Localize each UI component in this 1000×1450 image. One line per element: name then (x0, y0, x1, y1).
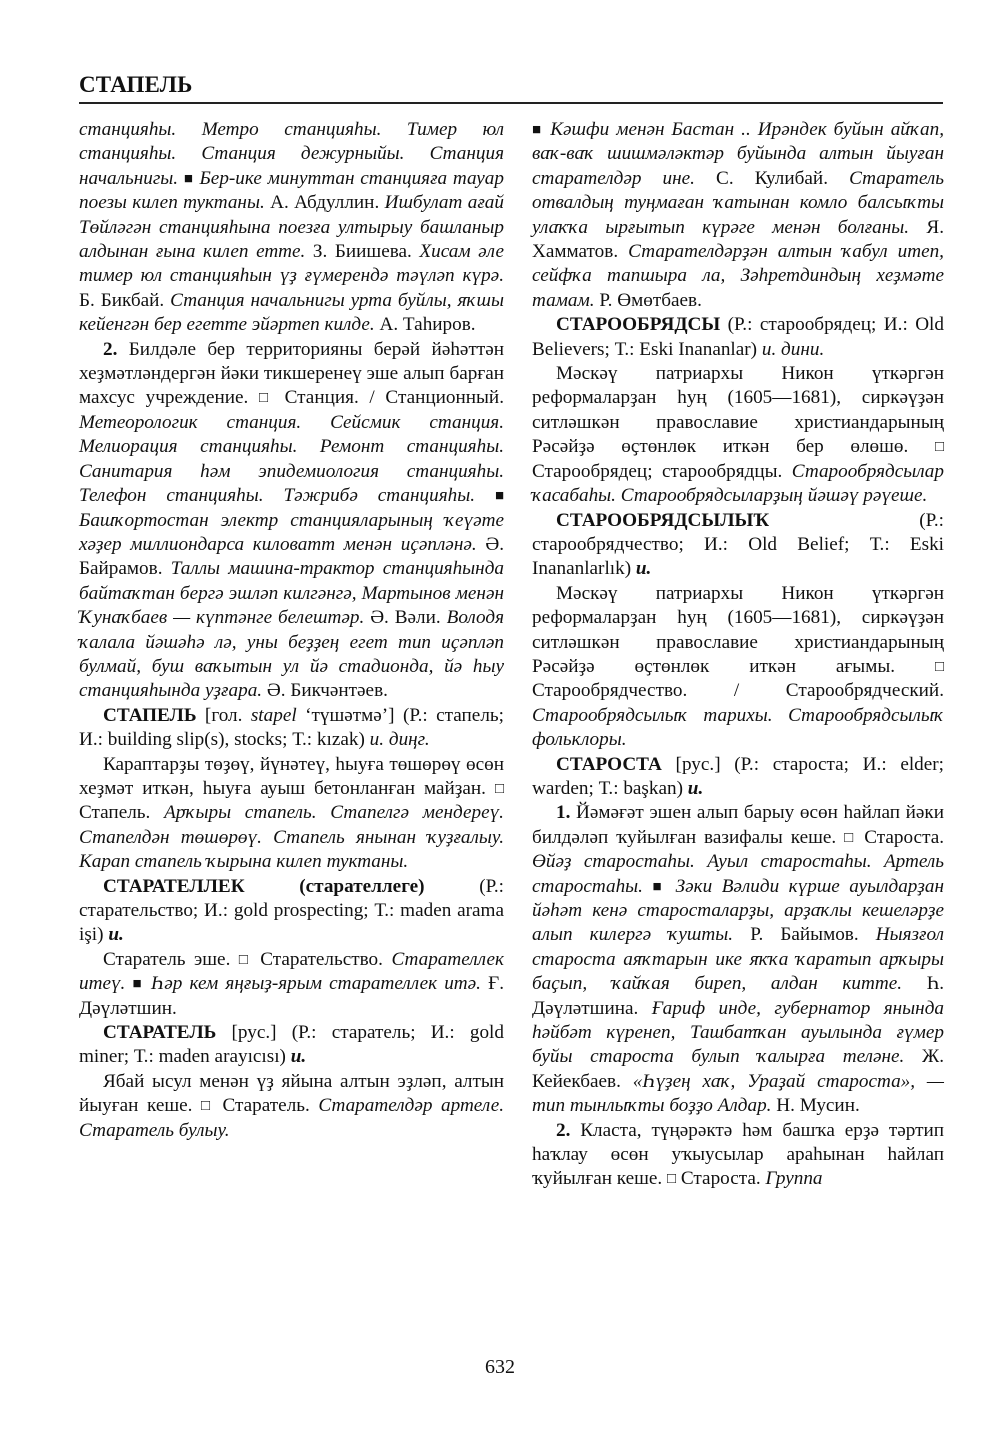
staratel-definition (79, 1070, 504, 1143)
entry-starosta (532, 753, 944, 802)
citation-text: Таллы машина-трактор станцияһында байтаҡтан бергә эшләп килгәнгә, Мартынов менән Ҡунаҡбаев — күптәнге белештәр. (79, 558, 504, 629)
citation-text: Һәр кем яңғыҙ-ярым старателлек итә. (143, 973, 481, 995)
sense-number: 2. (556, 1119, 571, 1141)
definition-text: Караптарҙы төҙөү, йүнәтеү, һыуға төшөрөү өсөн хеҙмәт иткән, һыуға ауыш бетонланған майҙан. (79, 753, 504, 799)
citation-author: Ә. Бикчәнтәев. (262, 680, 388, 702)
russian-equivalent: Стапель. (79, 802, 165, 824)
header-rule (79, 102, 943, 104)
definition-text: Мәскәү патриархы Никон үткәргән реформаларҙан һуң (1605—1681), сиркәүҙән ситләшкән православие христиандарының Рәсәйҙә өҫтөнлөк иткән ағымы. (532, 582, 944, 677)
etymology: [гол. (196, 704, 251, 726)
right-column (532, 118, 944, 1192)
definition-text: Йәмәғәт эшен алып барыу өсөн һайлап йәки билдәләп ҡуйылған вазифалы кеше. (532, 802, 944, 848)
translations: [рус.] (Р.: старатель; И.: gold miner; Т.: maden arayıcısı) (79, 1022, 504, 1068)
left-column (79, 118, 504, 1143)
russian-equivalent: Старообрядец; старообрядцы. (532, 460, 792, 482)
headword: СТАРОСТА (556, 753, 662, 775)
staroobryadsy-definition (532, 362, 944, 508)
translations: [рус.] (Р.: староста; И.: elder; warden; Т.: başkan) (532, 753, 944, 799)
citation-author: Я. Хамматов. (532, 216, 944, 263)
stapel-definition (79, 753, 504, 875)
open-square-icon: □ (667, 1171, 677, 1188)
citation-text: Зәки Вәлиди күрше ауылдарҙан йәһәт кенә старосталарҙы, арҙаҡлы кешеләрҙе алып килергә ҡушты. (532, 875, 944, 946)
filled-square-icon: ■ (132, 976, 144, 993)
open-square-icon: □ (259, 390, 274, 407)
citation-text: Ғариф инде, губернатор янында һәйбәт күренеп, Ташбатҡан ауылында ғүмер буйы староста булып ҡалырға теләне. (532, 997, 944, 1068)
open-square-icon: □ (494, 780, 504, 797)
headword: СТАПЕЛЬ (103, 704, 197, 726)
entry-staroobryadsy (532, 313, 944, 362)
citation-text: Бер-ике минуттан станцияға тауар поезы килеп туктаны. (79, 167, 504, 214)
example-text: Метеорологик станция. Сейсмик станция. Мелиорация станцияһы. Ремонт станцияһы. Санитария һәм эпидемиология станцияһы. Телефон станцияһы. Тәжрибә станцияһы. (79, 411, 504, 507)
example-text: Старателдәр артеле. Старатель булыу. (79, 1095, 505, 1141)
citation-text: Хисам әле тимер юл станцияһын үҙ ғүмерендә тәүләп күрә. (79, 241, 504, 287)
etymology-source-word: stapel (250, 704, 297, 726)
citation-text: Станция начальнигы урта буйлы, яҡшы кейенгән бер егетте эйәртеп килде. (79, 289, 504, 336)
citation-text: Ныязғол староста аяҡтарын ике яҡҡа ҡаратып арҡыры баҫып, ҡайҡая биреп, алдан китте. (532, 924, 945, 995)
example-text: Өйәҙ старостаһы. Ауыл старостаһы. Артель старостаһы. (532, 851, 944, 897)
citation-author: Ә. Вәли. (364, 607, 447, 629)
paragraph-continuation (79, 118, 504, 338)
open-square-icon: □ (934, 658, 944, 675)
starosta-sense-1 (532, 801, 944, 1118)
example-text: Старателлек итеү. (79, 948, 504, 995)
grammar-label: и. диңг. (369, 729, 430, 751)
starosta-sense-2 (532, 1119, 944, 1192)
open-square-icon: □ (201, 1098, 214, 1115)
entry-staratel (79, 1021, 504, 1070)
grammar-label: и. (687, 777, 704, 799)
citation-text: Володя ҡалала йәшәһә лә, уны беҙҙең егет тип иҫәпләп булмай, буш ваҡытын ул йә стадионда, йә һыу станцияһында уҙғара. (79, 607, 504, 702)
citation-author: Р. Өмөтбаев. (594, 289, 702, 311)
citation-author: Һ. Дәүләтшина. (532, 973, 944, 1019)
definition-text: Мәскәү патриархы Никон үткәргән реформаларҙан һуң (1605—1681), сиркәүҙән ситләшкән православие христиандарының Рәсәйҙә өҫтөнлөк иткән бер өлөшө. (532, 363, 944, 458)
staroobryadsylyk-definition (532, 582, 944, 753)
sense-number: 1. (556, 802, 571, 824)
grammar-label: и. (290, 1046, 307, 1068)
citation-text: Башҡортостан электр станцияларының ҡеүәте хәҙер миллиондарса киловатт менән иҫәпләнә. (79, 509, 504, 555)
citation-author: Н. Мусин. (771, 1095, 860, 1117)
example-text: Арҡыры стапель. Стапелгә мендереү. Стапелдән төшөрөү. Стапель янынан ҡуҙғалыу. Карап стапель ҡырына килеп туктаны. (79, 802, 504, 873)
grammar-label: и. дини. (761, 338, 825, 360)
filled-square-icon: ■ (532, 122, 544, 138)
definition-text: Билдәле бер территорияны берәй йәһәттән хеҙмәтләндергән йәки тикшеренеү эше алып барған махсус учреждение. (79, 338, 504, 409)
example-text: Группа (765, 1168, 823, 1190)
citation-author: Р. Байымов. (733, 924, 876, 946)
translations: (Р.: старообрядчество; И.: Old Belief; Т.: Eski Inananlarlık) (532, 509, 944, 580)
russian-equivalent: Староста. (676, 1168, 766, 1190)
entry-staroobryadsylyk (532, 509, 944, 582)
russian-equivalent: Старообрядчество. / Старообрядческий. (532, 680, 944, 702)
citation-author: З. Биишева. (305, 241, 420, 263)
citation-author: Ж. Кейекбаев. (532, 1046, 944, 1092)
citation-text: Старатель отвалдың туңмаған ҡатынан комло балсыҡты улаҡҡа ырғытып күрәге менән болғаны. (532, 167, 944, 238)
russian-equivalent: Старательство. (251, 948, 392, 970)
translations: ‘түшәтмә’] (Р.: стапель; И.: building slip(s), stocks; Т.: kızak) (79, 704, 504, 751)
entry-starateллek (79, 875, 504, 948)
headword: СТАРООБРЯДСЫ (556, 314, 721, 336)
citation-author: Ғ. Дәүләтшин. (79, 973, 505, 1019)
citation-text: Кәшфи менән Бастан .. Ирәндек буйын айҡап, ваҡ-ваҡ шишмәләктәр буйында алтын йыуған старателдәр ине. (532, 119, 944, 189)
filled-square-icon: ■ (652, 878, 667, 895)
citation-author: А. Абдуллин. (264, 192, 385, 214)
headword: СТАРАТЕЛЛЕК (старателлеге) (103, 875, 425, 897)
citation-author: С. Кулибай. (694, 167, 850, 189)
citation-author: Б. Бикбай. (79, 289, 171, 311)
page-number: 632 (485, 1356, 515, 1378)
starateллek-definition (79, 948, 504, 1021)
translations: (Р.: старообрядец; И.: Old Believers; Т.: Eski Inananlar) (532, 314, 944, 360)
russian-equivalent: Старатель. (213, 1095, 319, 1117)
citation-text: Старателдәрҙән алтын ҡабул итеп, сейфҡа тапшыра ла, Зәһретдиндың хеҙмәте тамам. (532, 241, 944, 311)
headword: СТАРАТЕЛЬ (103, 1022, 217, 1044)
example-text: Старообрядсылыҡ тарихы. Старообрядсылыҡ фольклоры. (532, 704, 944, 751)
example-text: Старообрядсылар ҡасабаһы. Старообрядсыларҙың йәшәү рәүеше. (532, 460, 944, 507)
grammar-label: и. (635, 558, 652, 580)
sense-2-paragraph (79, 338, 504, 704)
filled-square-icon: ■ (494, 488, 504, 505)
russian-equivalent: Станция. / Станционный. (273, 387, 504, 409)
citation-author: А. Таһиров. (374, 314, 476, 336)
paragraph-continuation (532, 118, 944, 313)
russian-equivalent: Староста. (856, 826, 945, 848)
definition-text: Ябай ысул менән үҙ яйына алтын эҙләп, алтын йыуған кеше. (79, 1070, 504, 1117)
grammar-label: и. (108, 924, 124, 946)
citation-text: Ишбулат ағай Төйләгән станцияһына поезға ултырыу башланыр алдынан ғына килеп етте. (79, 192, 504, 263)
open-square-icon: □ (934, 439, 944, 456)
running-head: СТАПЕЛЬ (79, 72, 193, 97)
entry-stapel (79, 704, 504, 753)
example-text: станцияһы. Метро станцияһы. Тимер юл станцияһы. Станция дежурныйы. Станция начальнигы. (79, 119, 504, 189)
sense-number: 2. (103, 338, 118, 360)
translations: (Р.: старательство; И.: gold prospecting; Т.: maden arama işi) (79, 875, 504, 946)
headword: СТАРООБРЯДСЫЛЫҠ (556, 509, 770, 531)
citation-text: «Һүҙең хаҡ, Ураҙай староста», — тип тынлыҡты боҙҙо Алдар. (532, 1070, 944, 1117)
definition-text: Старатель эше. (103, 948, 239, 970)
definition-text: Класта, түңәрәктә һәм башҡа ерҙә тәртип һаҡлау өсөн уҡыусылар араһынан һайлап ҡуйылған кеше. (532, 1119, 944, 1190)
open-square-icon: □ (844, 829, 857, 846)
filled-square-icon: ■ (183, 170, 194, 187)
open-square-icon: □ (238, 951, 252, 968)
citation-author: Ә. Байрамов. (79, 533, 505, 580)
